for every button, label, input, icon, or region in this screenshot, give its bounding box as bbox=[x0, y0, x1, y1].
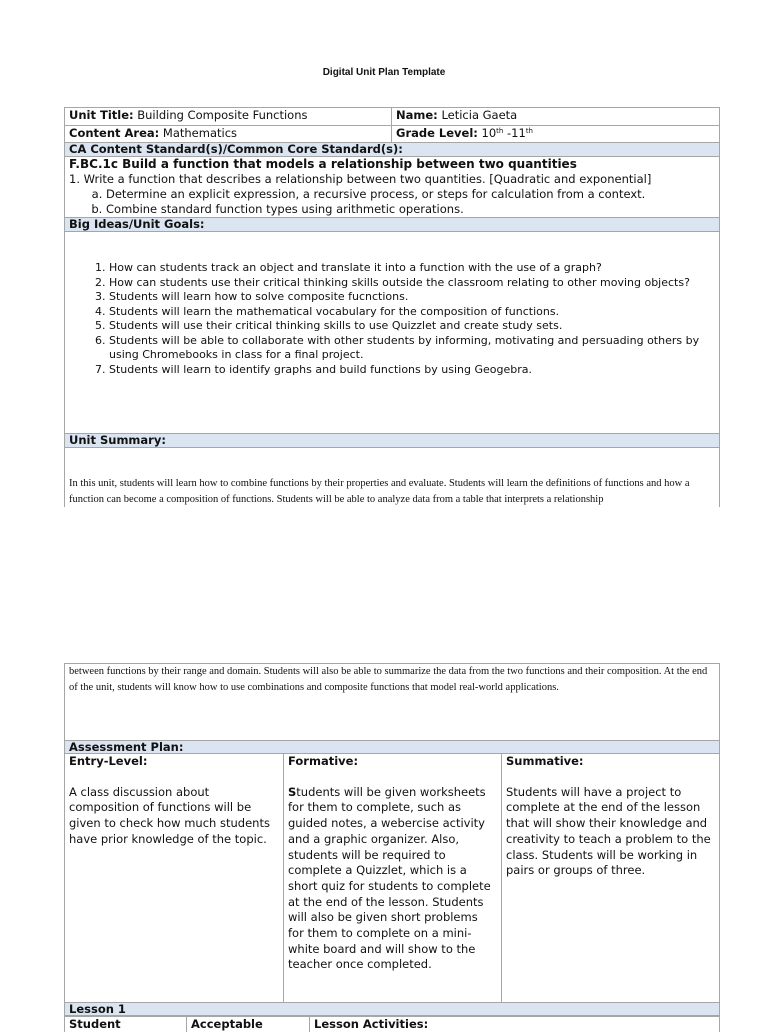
standard-sub-item-a: a. Determine an explicit expression, a recursive process, or steps for calculation from a context. bbox=[106, 187, 715, 202]
entry-level-cell bbox=[65, 754, 284, 1003]
standard-sub-item-b: b. Combine standard function types using arithmetic operations. bbox=[106, 202, 715, 217]
formative-first-letter: S bbox=[288, 785, 296, 799]
big-ideas-body bbox=[65, 232, 720, 434]
formative-text-wrap bbox=[288, 785, 497, 973]
unit-summary-heading: Unit Summary: bbox=[65, 434, 720, 448]
content-area-value: Mathematics bbox=[163, 126, 237, 140]
goal-item: 4. Students will learn the mathematical vocabulary for the composition of functions. bbox=[109, 305, 715, 320]
goal-item: 2. How can students use their critical thinking skills outside the classroom relating to other moving objects? bbox=[109, 276, 715, 291]
goal-item: 3. Students will learn how to solve composite fucnctions. bbox=[109, 290, 715, 305]
grade-from-sup: th bbox=[496, 127, 503, 135]
lesson-col-student: Student bbox=[65, 1017, 187, 1032]
unit-title-cell bbox=[65, 108, 392, 126]
goals-list bbox=[69, 261, 715, 377]
grade-level-cell bbox=[392, 126, 720, 143]
lesson-col-acceptable: Acceptable bbox=[187, 1017, 310, 1032]
goal-item: 7. Students will learn to identify graphs and build functions by using Geogebra. bbox=[109, 363, 715, 378]
standard-code-title: F.BC.1c Build a function that models a relationship between two quantities bbox=[69, 157, 715, 172]
big-ideas-heading: Big Ideas/Unit Goals: bbox=[65, 218, 720, 232]
unit-summary-body-page1: In this unit, students will learn how to combine functions by their properties and evaluate. Students will learn the definitions of functions and how a function can become a composition of functions. Students will be able to analyze data from a table that interprets a relationship bbox=[65, 448, 720, 508]
content-area-label: Content Area: bbox=[69, 126, 159, 140]
unit-plan-table-page2 bbox=[64, 663, 720, 1016]
unit-title-value: Building Composite Functions bbox=[137, 108, 307, 122]
assessment-heading: Assessment Plan: bbox=[65, 741, 720, 754]
lesson-heading: Lesson 1 bbox=[65, 1003, 720, 1016]
unit-title-label: Unit Title: bbox=[69, 108, 134, 122]
name-cell bbox=[392, 108, 720, 126]
entry-level-text: A class discussion about composition of functions will be given to check how much students have prior knowledge of the topic. bbox=[69, 785, 279, 848]
content-area-cell bbox=[65, 126, 392, 143]
standards-heading: CA Content Standard(s)/Common Core Standard(s): bbox=[65, 143, 720, 157]
lesson-col-activities: Lesson Activities: bbox=[310, 1017, 720, 1032]
formative-cell bbox=[284, 754, 502, 1003]
goal-item: 6. Students will be able to collaborate with other students by informing, motivating and persuading others by using Chromebooks in class for a final project. bbox=[109, 334, 715, 363]
unit-plan-table-page1 bbox=[64, 107, 720, 507]
formative-label: Formative: bbox=[288, 754, 497, 770]
summative-text: Students will have a project to complete at the end of the lesson that will show their knowledge and creativity to teach a problem to the class. Students will be working in pairs or groups of three. bbox=[506, 785, 715, 879]
name-value: Leticia Gaeta bbox=[441, 108, 517, 122]
summative-cell bbox=[502, 754, 720, 1003]
grade-level-label: Grade Level: bbox=[396, 126, 478, 140]
standard-item-1: 1. Write a function that describes a relationship between two quantities. [Quadratic and exponential] bbox=[69, 172, 715, 187]
name-label: Name: bbox=[396, 108, 438, 122]
document-title: Digital Unit Plan Template bbox=[0, 67, 768, 78]
goal-item: 1. How can students track an object and translate it into a function with the use of a graph? bbox=[109, 261, 715, 276]
grade-from: 10 bbox=[482, 126, 497, 140]
grade-to-sup: th bbox=[526, 127, 533, 135]
standards-body bbox=[65, 157, 720, 218]
lesson-table bbox=[64, 1016, 720, 1032]
summative-label: Summative: bbox=[506, 754, 715, 770]
goal-item: 5. Students will use their critical thinking skills to use Quizzlet and create study sets. bbox=[109, 319, 715, 334]
standard-sub-list bbox=[69, 187, 715, 217]
unit-summary-body-page2: between functions by their range and domain. Students will also be able to summarize the data from the two functions and their composition. At the end of the unit, students will know how to use combinations and composite functions that model real-world applications. bbox=[65, 664, 720, 741]
grade-sep: -11 bbox=[503, 126, 525, 140]
entry-level-label: Entry-Level: bbox=[69, 754, 279, 770]
formative-text: tudents will be given worksheets for them to complete, such as guided notes, a webercise activity and a graphic organizer. Also, students will be required to complete a Quizzlet, which is a short quiz for students to complete at the end of the lesson. Students will also be given short problems for them to complete on a mini-white board and will show to the teacher once completed. bbox=[288, 785, 491, 972]
